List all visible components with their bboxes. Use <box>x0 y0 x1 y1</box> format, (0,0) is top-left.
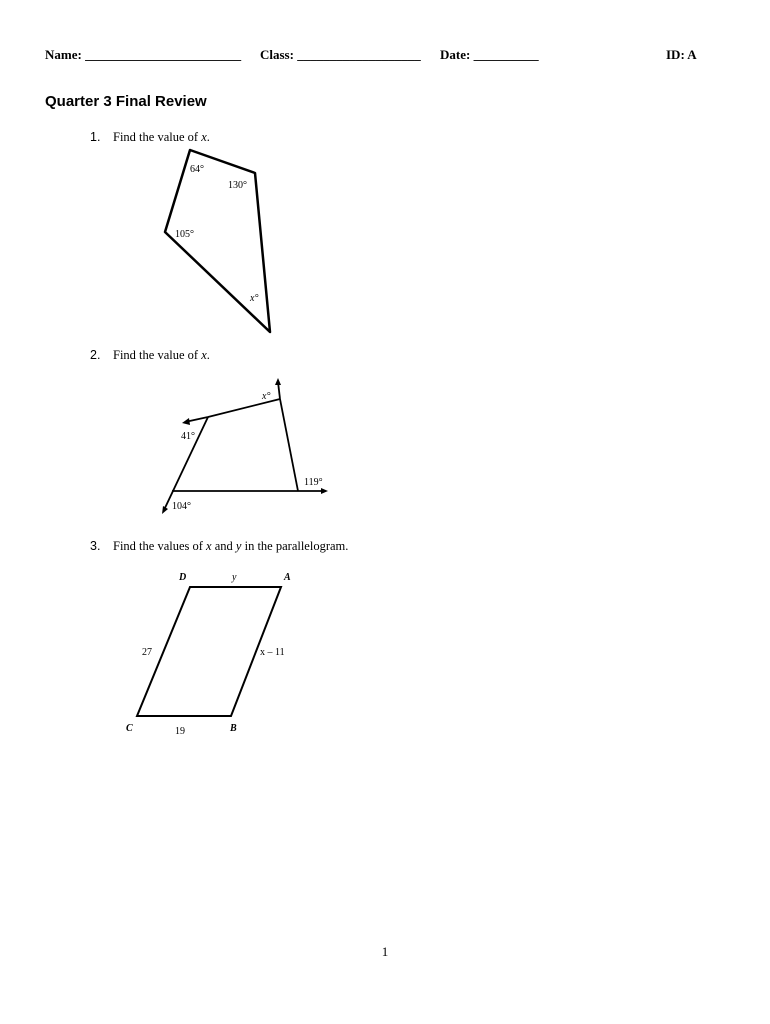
question-variable: x <box>201 348 207 362</box>
side-label-19: 19 <box>175 726 185 737</box>
question-number: 1. <box>90 130 101 144</box>
right-side <box>280 399 298 491</box>
angle-label-105: 105° <box>175 229 194 240</box>
quadrilateral-shape <box>165 150 270 332</box>
question-text: Find the value of <box>113 348 202 362</box>
side-label-27: 27 <box>142 647 152 658</box>
question-variable: x <box>201 130 207 144</box>
id-label: ID: A <box>666 47 697 62</box>
vertex-label-c: C <box>126 723 133 734</box>
figure-1-quadrilateral <box>150 140 290 340</box>
vertex-label-a: A <box>284 572 291 583</box>
figure-2-exterior-angles <box>150 372 340 522</box>
question-number: 3. <box>90 539 101 553</box>
name-field: Name: ________________________ <box>45 47 242 62</box>
page-title: Quarter 3 Final Review <box>45 93 207 110</box>
arrowhead-bottom-left <box>162 506 168 514</box>
side-label-x-minus-11: x – 11 <box>260 647 285 658</box>
question-number: 2. <box>90 348 101 362</box>
figure-3-parallelogram <box>120 565 310 745</box>
question-text-and: and <box>211 539 236 553</box>
question-2 <box>90 348 210 363</box>
angle-label-41: 41° <box>181 431 195 442</box>
question-variable-x: x <box>206 539 212 553</box>
arrowhead-left <box>182 418 190 425</box>
question-text-end: . <box>206 130 210 144</box>
angle-label-64: 64° <box>190 164 204 175</box>
angle-label-x: x° <box>262 391 271 402</box>
angle-label-x: x° <box>250 293 259 304</box>
arrowhead-top <box>275 378 281 385</box>
date-field: Date: __________ <box>440 47 539 62</box>
class-field: Class: ___________________ <box>260 47 421 62</box>
question-text: Find the values of <box>113 539 207 553</box>
side-label-y: y <box>232 572 237 583</box>
question-variable-y: y <box>235 539 242 553</box>
question-text-end: . <box>206 348 210 362</box>
page-number: 1 <box>381 944 389 959</box>
question-text: Find the value of <box>113 130 202 144</box>
question-text-end: in the parallelogram. <box>241 539 349 553</box>
header-row <box>45 47 705 67</box>
angle-label-104: 104° <box>172 501 191 512</box>
arrowhead-right <box>321 488 328 494</box>
vertex-label-d: D <box>179 572 187 583</box>
question-3 <box>90 539 348 554</box>
vertex-label-b: B <box>230 723 237 734</box>
angle-label-130: 130° <box>228 180 247 191</box>
angle-label-119: 119° <box>304 477 323 488</box>
